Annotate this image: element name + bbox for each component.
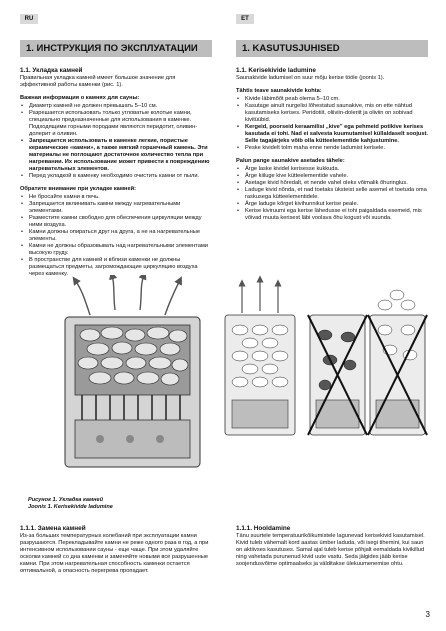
sub-heading-et: 1.1.1. Hooldamine	[236, 525, 291, 532]
list-item: • Запрещается использовать в каменке легкие, пористые керамические «камни», а также мягкий горшечный камень. Эти материалы не поглощают достаточное количество тепла при нагревании. Их использование может привести к повреждению нагревательных элементов.	[20, 138, 212, 173]
maintenance-section-et	[236, 525, 428, 574]
sub-text-ru: Из-за больших температурных колебаний при эксплуатации камни разрушаются. Перекладывайте камни не реже одного раза в год, а при интенсивном использовании сауны - еще чаще. При этом удаляйте осколки камней со дна каменки и заменяйте новыми все разрушенные камни. При этом нагревательная способность каменки остается оптимальной, а опасность перегрева пропадает.	[20, 533, 209, 575]
sub-text-et: Tänu suurtele temperatuurikõikumistele lagunevad kerisekivid kasutamisel. Kivid tuleb vähemalt kord aastas ümber laduda, või isegi tihemini, kui saun on aktiivses kasutuses. Samal ajal tuleb kerise põhjalt eemaldada kivikillud ning vahetada purunenud kivid uute vastu. Seda jälgides jääb kerise soojendusvõime optimaalseks ja välditakse ülekuumenemise ohtu.	[236, 533, 425, 568]
section-title-ru: 1. ИНСТРУКЦИЯ ПО ЭКСПЛУАТАЦИИ	[20, 40, 212, 57]
list-item: • В пространстве для камней и вблизи каменки не должны размещаться предметы, загромождающие циркуляцию воздуха через каменку.	[20, 257, 212, 278]
list-item: • Kerise kiviruumi ega kerise lähedusse ei tohi paigaldada esemeid, mis võivad muuta kerisest läbi voolava õhu kogust või suunda.	[236, 208, 428, 222]
figure-caption	[28, 497, 113, 511]
estonian-column	[236, 40, 428, 228]
list-item: • Камни не должны образовывать над нагревательными элементами высокую груду.	[20, 243, 212, 257]
caption-ru: Рисунок 1. Укладка камней	[28, 497, 103, 503]
sub-heading-ru: 1.1.1. Замена камней	[20, 525, 86, 532]
incorrect-stacking-panel-1	[308, 315, 367, 435]
list-item: • Ärge laske kividel kerisesse kukkuda.	[236, 166, 428, 173]
correct-stacking-panel	[225, 279, 295, 435]
list-item: • Диаметр камней не должен превышать 5–10 см.	[20, 103, 212, 110]
intro-ru: Правильная укладка камней имеет большое значение для эффективной работы каменки (рис. 1).	[20, 75, 176, 89]
list-item: • Kergeid, poorseid keraamilisi „kive" ega pehmeid potikive kerises kasutada ei tohi. Nad ei salvesta kuumutamisel küllaldaselt soojust. Selle tagajärjeks võib olla kütteelementide kahjustumine.	[236, 124, 428, 145]
heading-ru: 1.1. Укладка камней	[20, 67, 83, 74]
list-item: • Asetage kivid hõredalt, et nende vahel oleks võimalik õhuringlus.	[236, 180, 428, 187]
heading-et: 1.1. Kerisekivide ladumine	[236, 67, 316, 74]
list-item: • Разместите камни свободно для обеспечения циркуляции между ними воздуха.	[20, 215, 212, 229]
list-item: • Kasutage ainult nurgelisi lõhestatud saunakive, mis on ette nähtud kasutamiseks kerises. Peridotiit, oliiviin-doleriit ja oliviin on sobivad kivitüübid.	[236, 103, 428, 124]
intro-et: Saunakivide ladumisel on suur mõju kerise tööle (joonis 1).	[236, 75, 385, 81]
list-item: • Ärge kiiluge kive kütteelementide vahele.	[236, 173, 428, 180]
important-list-et	[236, 96, 428, 152]
list-item: • Камни должны опираться друг на друга, а не на нагревательные элементы.	[20, 229, 212, 243]
list-item: • Ärge laduge kõrget kivihunnikut kerise peale.	[236, 201, 428, 208]
list-item: • Laduge kivid nõnda, et nad toetaks üksteist selle asemel et toetuda oma raskusega kütteelementidele.	[236, 187, 428, 201]
attention-heading-ru: Обратите внимание при укладке камней:	[20, 186, 137, 193]
important-heading-ru: Важная информация о камнях для сауны:	[20, 95, 140, 102]
attention-heading-et: Palun pange saunakive asetades tähele:	[236, 158, 345, 165]
list-item: • Перед укладкой в каменку необходимо очистить камни от пыли.	[20, 173, 212, 180]
list-item: • Не бросайте камни в печь.	[20, 194, 212, 201]
important-list-ru	[20, 103, 212, 180]
important-heading-et: Tähtis teave saunakivide kohta:	[236, 88, 322, 95]
list-item: • Peske kividelt tolm maha enne nende ladumist kerisele.	[236, 145, 428, 152]
language-tag-ru: RU	[20, 14, 38, 24]
attention-list-ru	[20, 194, 212, 278]
page-number: 3	[425, 610, 430, 619]
heater-drawing	[65, 275, 200, 467]
list-item: • Kivide läbimõõt peab olema 5–10 cm.	[236, 96, 428, 103]
list-item: • Разрешается использовать только угловатые колотые камни, специально предназначенные для использования в каменке. Подходящими горными породами являются перидотит, оливин-долерит и оливин.	[20, 110, 212, 138]
russian-column	[20, 40, 212, 284]
caption-et: Joonis 1. Kerisekivide ladumine	[28, 504, 113, 510]
incorrect-stacking-panel-2	[368, 290, 427, 435]
section-title-et: 1. KASUTUSJUHISED	[236, 40, 428, 57]
language-tag-et: ET	[236, 14, 254, 24]
attention-list-et	[236, 166, 428, 222]
stone-stacking-illustration	[20, 275, 430, 495]
list-item: • Запрещается вклинивать камни между нагревательными элементами.	[20, 201, 212, 215]
maintenance-section-ru	[20, 525, 212, 582]
